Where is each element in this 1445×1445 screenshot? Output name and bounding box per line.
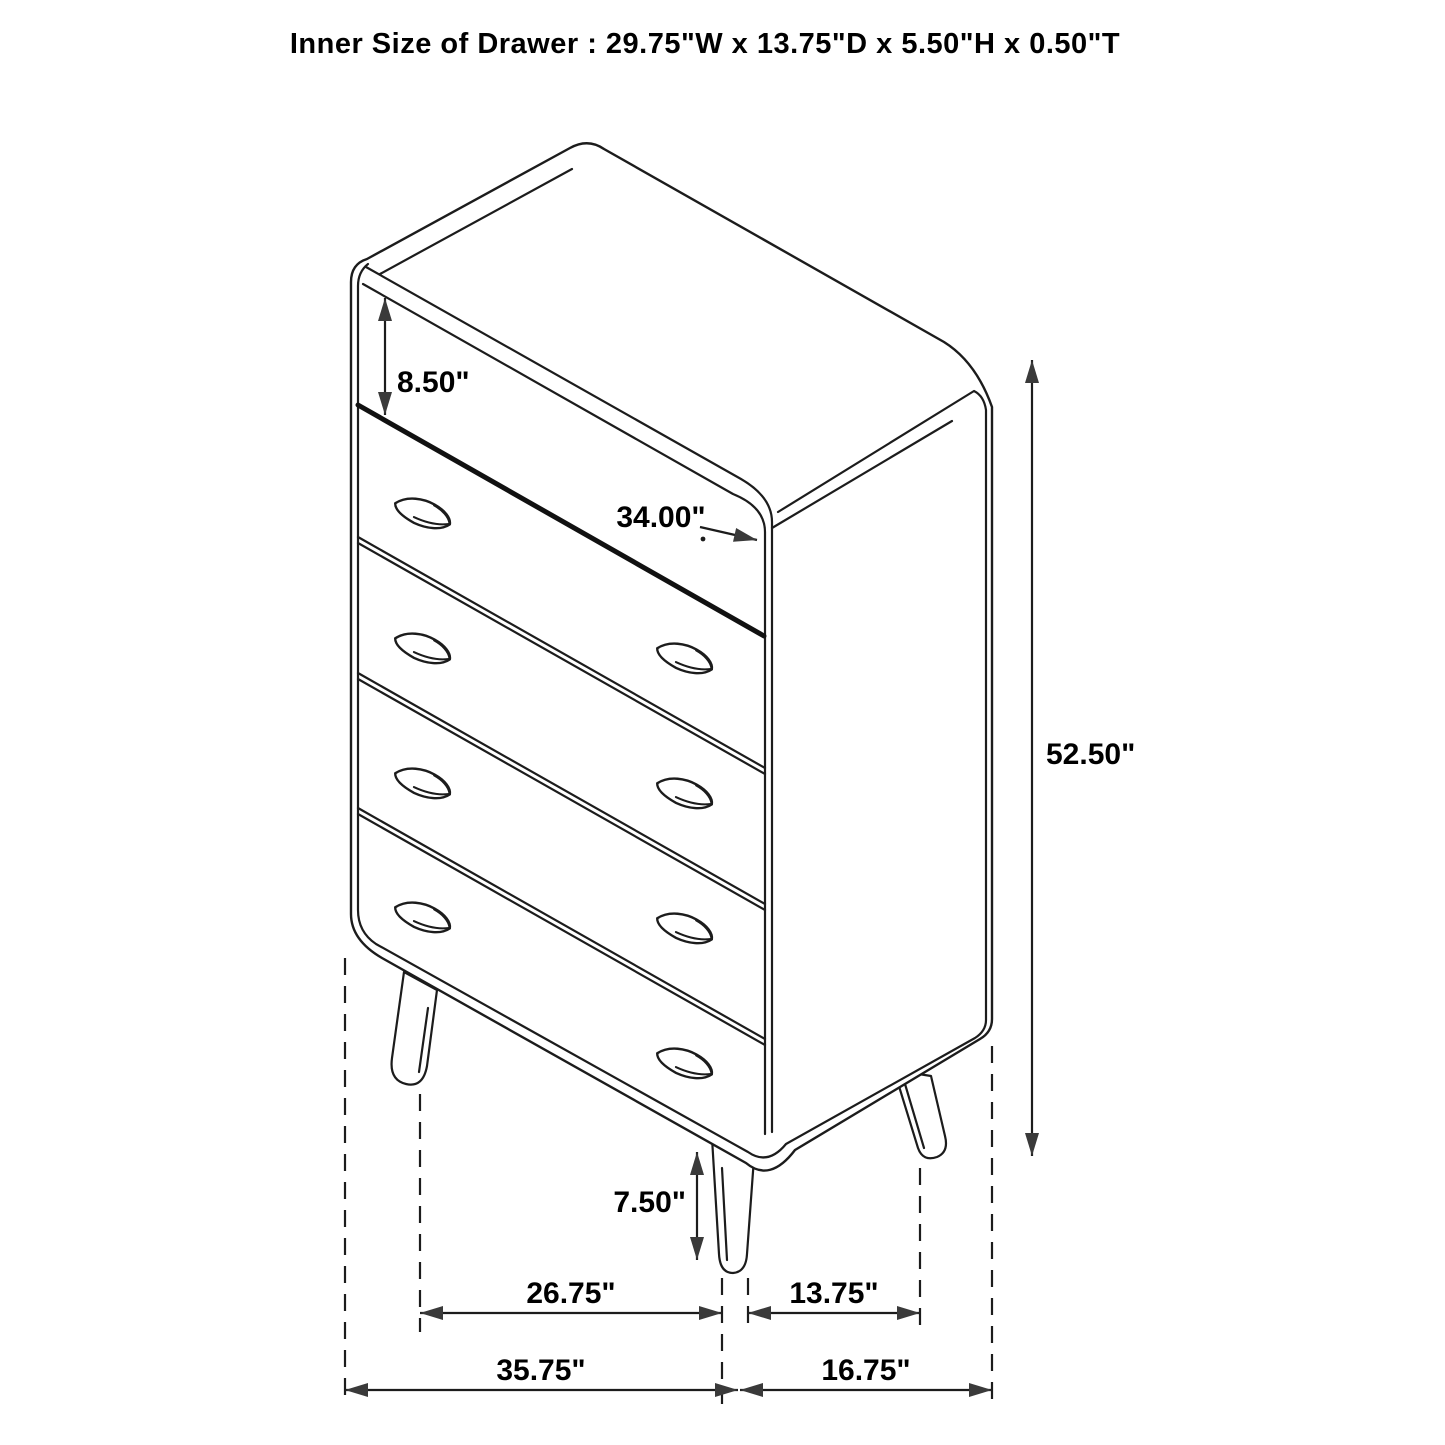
dimension-overall-width (345, 1354, 738, 1390)
front-left-leg (392, 972, 437, 1085)
dimension-label-top-drawer-height: 8.50" (397, 366, 470, 399)
dimension-overall-height (1032, 360, 1135, 1156)
dimension-label-overall-width: 35.75" (496, 1354, 586, 1387)
front-width-dot (701, 537, 706, 542)
diagram-title: Inner Size of Drawer : 29.75"W x 13.75"D x 5.50"H x 0.50"T (289, 28, 1121, 60)
dimension-leg-height (613, 1152, 697, 1260)
dimension-label-side-leg-span: 13.75" (789, 1277, 879, 1310)
dimension-label-overall-depth: 16.75" (821, 1354, 911, 1387)
dimension-label-front-leg-span: 26.75" (526, 1277, 616, 1310)
chest-body (351, 143, 992, 1170)
dimension-label-overall-height: 52.50" (1046, 738, 1136, 771)
dimension-label-front-width: 34.00" (616, 501, 706, 534)
dimension-front-leg-span (420, 1277, 722, 1313)
dimension-label-leg-height: 7.50" (613, 1186, 686, 1219)
dimension-overall-depth (740, 1354, 992, 1390)
dimension-side-leg-span (748, 1277, 920, 1313)
